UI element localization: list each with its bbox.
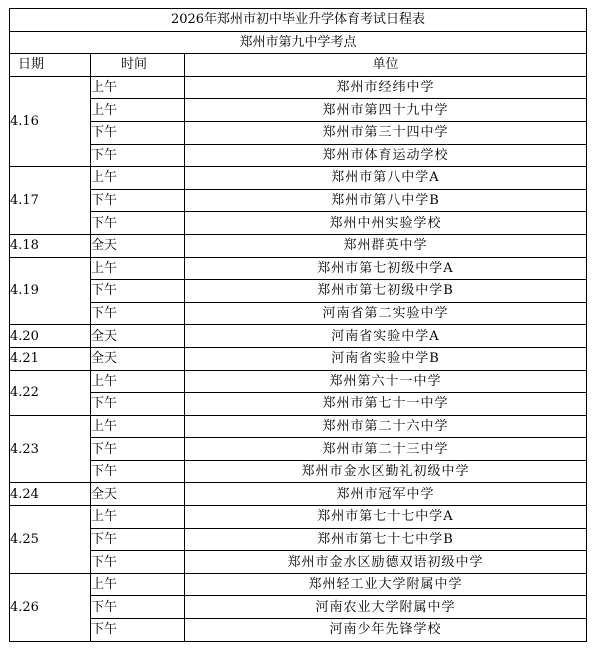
venue-row bbox=[10, 31, 587, 54]
time-cell: 全天 bbox=[91, 325, 185, 348]
unit-cell: 郑州市第七初级中学A bbox=[185, 257, 587, 280]
date-cell: 4.17 bbox=[10, 167, 91, 235]
table-row bbox=[10, 415, 587, 438]
time-cell: 全天 bbox=[91, 234, 185, 257]
unit-cell: 郑州市体育运动学校 bbox=[185, 144, 587, 167]
table-row bbox=[10, 438, 587, 461]
time-cell: 下午 bbox=[91, 596, 185, 619]
unit-cell: 郑州市第三十四中学 bbox=[185, 121, 587, 144]
time-cell: 下午 bbox=[91, 551, 185, 574]
table-row bbox=[10, 483, 587, 506]
table-row bbox=[10, 121, 587, 144]
unit-cell: 郑州市金水区励德双语初级中学 bbox=[185, 551, 587, 574]
time-cell: 下午 bbox=[91, 121, 185, 144]
table-row bbox=[10, 393, 587, 416]
unit-cell: 郑州市第八中学B bbox=[185, 189, 587, 212]
time-cell: 全天 bbox=[91, 347, 185, 370]
table-row bbox=[10, 99, 587, 122]
time-cell: 上午 bbox=[91, 506, 185, 529]
time-cell: 上午 bbox=[91, 370, 185, 393]
time-column-header: 时间 bbox=[91, 54, 185, 77]
unit-cell: 河南省实验中学B bbox=[185, 347, 587, 370]
unit-cell: 郑州市第二十六中学 bbox=[185, 415, 587, 438]
unit-cell: 郑州市第四十九中学 bbox=[185, 99, 587, 122]
time-cell: 上午 bbox=[91, 76, 185, 99]
unit-cell: 河南少年先锋学校 bbox=[185, 619, 587, 642]
time-cell: 下午 bbox=[91, 280, 185, 303]
date-cell: 4.24 bbox=[10, 483, 91, 506]
unit-cell: 郑州群英中学 bbox=[185, 234, 587, 257]
table-row bbox=[10, 460, 587, 483]
table-row bbox=[10, 506, 587, 529]
time-cell: 上午 bbox=[91, 167, 185, 190]
unit-cell: 郑州第六十一中学 bbox=[185, 370, 587, 393]
table-title: 2026年郑州市初中毕业升学体育考试日程表 bbox=[10, 9, 587, 32]
table-row bbox=[10, 528, 587, 551]
unit-cell: 郑州市第二十三中学 bbox=[185, 438, 587, 461]
date-cell: 4.26 bbox=[10, 573, 91, 641]
date-cell: 4.20 bbox=[10, 325, 91, 348]
unit-cell: 郑州市第七十七中学B bbox=[185, 528, 587, 551]
date-column-header: 日期 bbox=[10, 54, 91, 77]
unit-cell: 郑州市第七十七中学A bbox=[185, 506, 587, 529]
table-row bbox=[10, 347, 587, 370]
schedule-body bbox=[10, 76, 587, 641]
table-row bbox=[10, 573, 587, 596]
time-cell: 下午 bbox=[91, 619, 185, 642]
unit-cell: 郑州市第七初级中学B bbox=[185, 280, 587, 303]
unit-cell: 郑州中州实验学校 bbox=[185, 212, 587, 235]
table-row bbox=[10, 370, 587, 393]
venue-title: 郑州市第九中学考点 bbox=[10, 31, 587, 54]
table-row bbox=[10, 302, 587, 325]
table-row bbox=[10, 325, 587, 348]
unit-cell: 河南省实验中学A bbox=[185, 325, 587, 348]
time-cell: 下午 bbox=[91, 212, 185, 235]
unit-cell: 郑州市第八中学A bbox=[185, 167, 587, 190]
time-cell: 下午 bbox=[91, 144, 185, 167]
unit-cell: 郑州轻工业大学附属中学 bbox=[185, 573, 587, 596]
date-cell: 4.19 bbox=[10, 257, 91, 325]
table-row bbox=[10, 144, 587, 167]
table-row bbox=[10, 234, 587, 257]
unit-cell: 郑州市经纬中学 bbox=[185, 76, 587, 99]
unit-cell: 郑州市金水区勤礼初级中学 bbox=[185, 460, 587, 483]
date-cell: 4.16 bbox=[10, 76, 91, 166]
time-cell: 上午 bbox=[91, 257, 185, 280]
table-row bbox=[10, 551, 587, 574]
table-row bbox=[10, 280, 587, 303]
date-cell: 4.22 bbox=[10, 370, 91, 415]
time-cell: 下午 bbox=[91, 189, 185, 212]
table-row bbox=[10, 619, 587, 642]
date-cell: 4.23 bbox=[10, 415, 91, 483]
time-cell: 上午 bbox=[91, 99, 185, 122]
unit-cell: 郑州市第七十一中学 bbox=[185, 393, 587, 416]
date-cell: 4.21 bbox=[10, 347, 91, 370]
time-cell: 上午 bbox=[91, 415, 185, 438]
time-cell: 全天 bbox=[91, 483, 185, 506]
table-row bbox=[10, 76, 587, 99]
column-header-row bbox=[10, 54, 587, 77]
time-cell: 下午 bbox=[91, 438, 185, 461]
time-cell: 下午 bbox=[91, 393, 185, 416]
table-row bbox=[10, 257, 587, 280]
table-row bbox=[10, 212, 587, 235]
table-row bbox=[10, 189, 587, 212]
date-cell: 4.25 bbox=[10, 506, 91, 574]
time-cell: 下午 bbox=[91, 460, 185, 483]
unit-cell: 河南农业大学附属中学 bbox=[185, 596, 587, 619]
table-row bbox=[10, 596, 587, 619]
unit-cell: 郑州市冠军中学 bbox=[185, 483, 587, 506]
schedule-table bbox=[9, 8, 587, 642]
time-cell: 上午 bbox=[91, 573, 185, 596]
time-cell: 下午 bbox=[91, 302, 185, 325]
table-row bbox=[10, 167, 587, 190]
date-cell: 4.18 bbox=[10, 234, 91, 257]
title-row bbox=[10, 9, 587, 32]
time-cell: 下午 bbox=[91, 528, 185, 551]
unit-column-header: 单位 bbox=[185, 54, 587, 77]
unit-cell: 河南省第二实验中学 bbox=[185, 302, 587, 325]
